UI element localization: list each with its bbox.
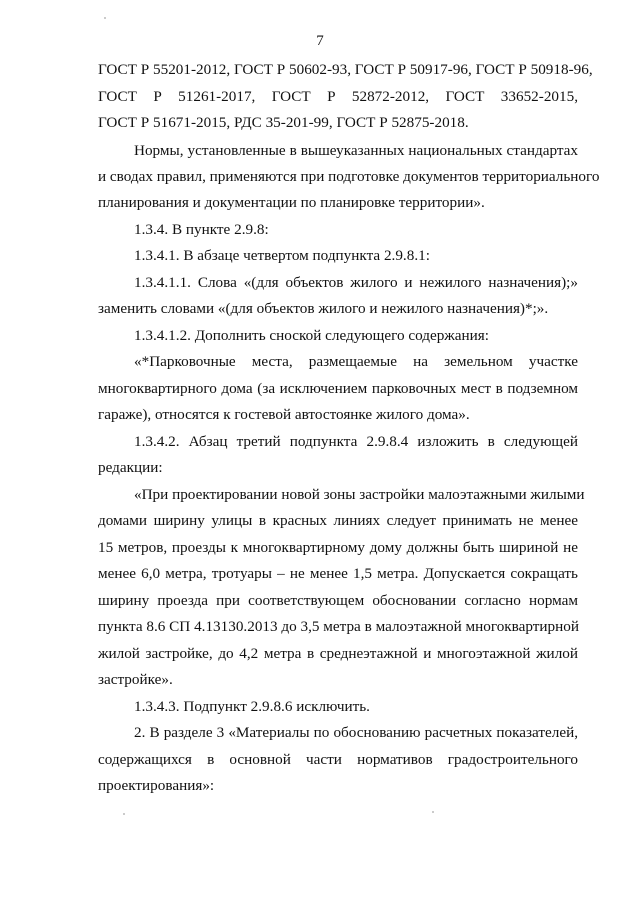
text-line: 1.3.4.1.1. Слова «(для объектов жилого и нежилого назначения);»	[134, 274, 578, 291]
text-line: жилой застройке, до 4,2 метра в среднеэтажной и многоэтажной жилой	[98, 645, 578, 662]
text-line: проектирования»:	[98, 777, 215, 794]
text-line: заменить словами «(для объектов жилого и нежилого назначения)*;».	[98, 300, 549, 317]
text-line: ГОСТ Р 55201-2012, ГОСТ Р 50602-93, ГОСТ Р 50917-96, ГОСТ Р 50918-96,	[98, 61, 593, 78]
text-line: 1.3.4.1. В абзаце четвертом подпункта 2.9.8.1:	[134, 247, 430, 264]
text-line: гараже), относятся к гостевой автостоянке жилого дома».	[98, 406, 470, 423]
scan-speck	[123, 813, 125, 815]
text-line: ширину проезда при соответствующем обосновании согласно нормам	[98, 592, 578, 609]
text-line: 1.3.4.1.2. Дополнить сноской следующего содержания:	[134, 327, 489, 344]
text-line: редакции:	[98, 459, 163, 476]
text-line: «При проектировании новой зоны застройки малоэтажными жилыми	[134, 486, 585, 503]
text-line: 1.3.4.3. Подпункт 2.9.8.6 исключить.	[134, 698, 370, 715]
text-line: пункта 8.6 СП 4.13130.2013 до 3,5 метра в малоэтажной многоквартирной	[98, 618, 579, 635]
text-line: многоквартирного дома (за исключением парковочных мест в подземном	[98, 380, 578, 397]
page-number: 7	[316, 33, 324, 49]
text-line: и сводах правил, применяются при подготовке документов территориального	[98, 168, 600, 185]
text-line: ГОСТ Р 51261-2017, ГОСТ Р 52872-2012, ГОСТ 33652-2015,	[98, 88, 578, 105]
text-line: домами ширину улицы в красных линиях следует принимать не менее	[98, 512, 578, 529]
text-line: Нормы, установленные в вышеуказанных национальных стандартах	[134, 142, 578, 159]
text-line: 1.3.4. В пункте 2.9.8:	[134, 221, 269, 238]
text-line: планирования и документации по планировке территории».	[98, 194, 485, 211]
text-line: 2. В разделе 3 «Материалы по обоснованию расчетных показателей,	[134, 724, 578, 741]
scan-speck	[104, 17, 106, 19]
scan-speck	[432, 811, 434, 813]
text-line: содержащихся в основной части нормативов градостроительного	[98, 751, 578, 768]
text-line: 15 метров, проезды к многоквартирному дому должны быть шириной не	[98, 539, 578, 556]
text-line: 1.3.4.2. Абзац третий подпункта 2.9.8.4 изложить в следующей	[134, 433, 578, 450]
text-line: менее 6,0 метра, тротуары – не менее 1,5 метра. Допускается сокращать	[98, 565, 578, 582]
text-line: застройке».	[98, 671, 173, 688]
text-line: ГОСТ Р 51671-2015, РДС 35-201-99, ГОСТ Р 52875-2018.	[98, 114, 469, 131]
text-line: «*Парковочные места, размещаемые на земельном участке	[134, 353, 578, 370]
